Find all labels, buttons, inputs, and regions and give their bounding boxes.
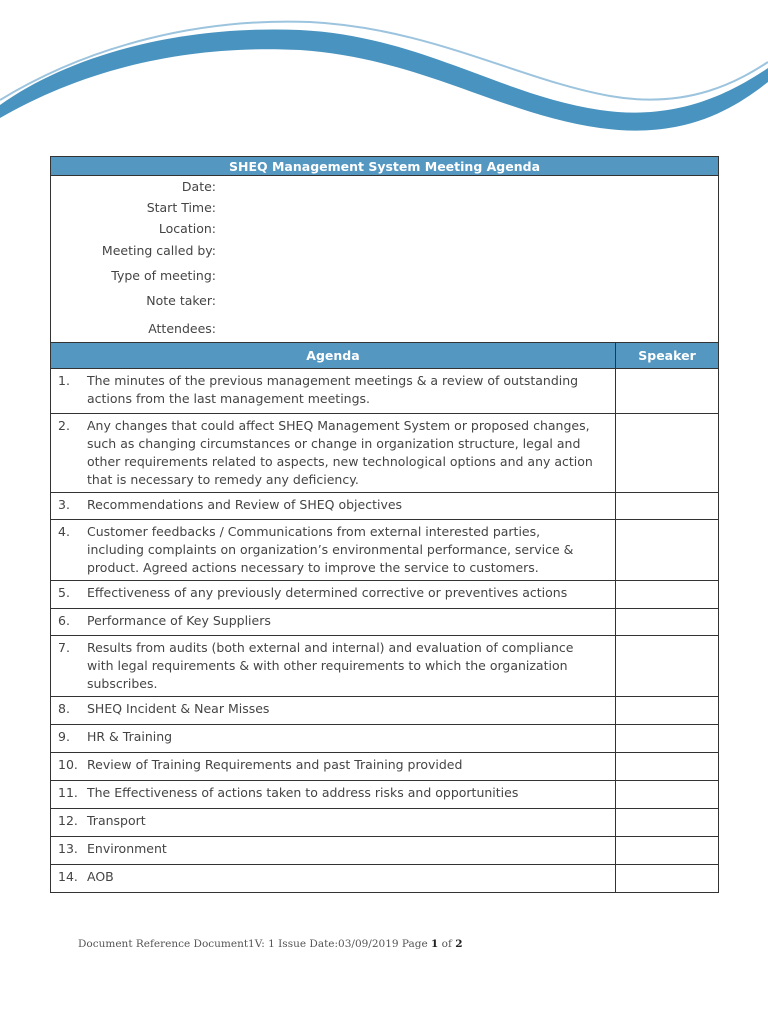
agenda-row [51, 636, 719, 697]
item-text: AOB [87, 869, 114, 884]
start-time-label: Start Time: [146, 200, 216, 215]
item-number: 12. [58, 813, 78, 828]
item-number: 7. [58, 640, 70, 655]
item-text: SHEQ Incident & Near Misses [87, 701, 270, 716]
agenda-row [51, 581, 719, 609]
agenda-row [51, 609, 719, 636]
speaker-cell [616, 581, 719, 609]
agenda-row [51, 837, 719, 865]
speaker-cell [616, 493, 719, 520]
item-number: 4. [58, 524, 70, 539]
note-taker-label: Note taker: [146, 293, 216, 308]
speaker-cell [616, 414, 719, 493]
agenda-row [51, 697, 719, 725]
speaker-cell [616, 781, 719, 809]
agenda-row [51, 781, 719, 809]
footer-page-number: 1 [431, 938, 439, 950]
item-number: 1. [58, 373, 70, 388]
speaker-cell [616, 609, 719, 636]
item-number: 5. [58, 585, 70, 600]
speaker-cell [616, 725, 719, 753]
item-number: 10. [58, 757, 78, 772]
document-footer [78, 938, 463, 950]
item-text: Results from audits (both external and internal) and evaluation of compliance with legal requirements & with other requirements to which the organization subscribes. [87, 640, 574, 691]
type-of-meeting-label: Type of meeting: [111, 268, 216, 283]
agenda-row [51, 520, 719, 581]
item-text: Recommendations and Review of SHEQ objectives [87, 497, 403, 512]
agenda-row [51, 414, 719, 493]
agenda-row [51, 493, 719, 520]
speaker-cell [616, 865, 719, 893]
item-number: 14. [58, 869, 78, 884]
attendees-label: Attendees: [148, 321, 216, 336]
item-text: Customer feedbacks / Communications from external interested parties, including complaints on organization’s environmental performance, service & product. Agreed actions necessary to improve the service to customers. [87, 524, 574, 575]
item-text: The minutes of the previous management meetings & a review of outstanding actions from the last management meetings. [87, 373, 579, 406]
footer-reference: Document Reference Document1V: 1 Issue Date:03/09/2019 Page [78, 938, 432, 950]
item-number: 11. [58, 785, 78, 800]
agenda-row [51, 725, 719, 753]
speaker-cell [616, 697, 719, 725]
agenda-row [51, 865, 719, 893]
item-text: Effectiveness of any previously determined corrective or preventives actions [87, 585, 568, 600]
item-number: 9. [58, 729, 70, 744]
date-label: Date: [181, 179, 216, 194]
speaker-cell [616, 809, 719, 837]
footer-of: of [438, 938, 456, 950]
item-number: 8. [58, 701, 70, 716]
item-text: HR & Training [87, 729, 173, 744]
header-wave-decoration [0, 0, 768, 150]
speaker-cell [616, 369, 719, 414]
item-number: 6. [58, 613, 70, 628]
agenda-column-header: Agenda [51, 343, 616, 369]
item-text: Review of Training Requirements and past Training provided [87, 757, 463, 772]
item-text: Transport [87, 813, 146, 828]
speaker-cell [616, 753, 719, 781]
speaker-cell [616, 837, 719, 865]
document-title: SHEQ Management System Meeting Agenda [51, 157, 719, 176]
agenda-table [50, 156, 719, 893]
footer-page-total: 2 [455, 938, 463, 950]
item-text: Performance of Key Suppliers [87, 613, 271, 628]
item-number: 3. [58, 497, 70, 512]
meeting-called-by-label: Meeting called by: [101, 243, 216, 258]
item-number: 13. [58, 841, 78, 856]
item-text: The Effectiveness of actions taken to address risks and opportunities [87, 785, 519, 800]
item-number: 2. [58, 418, 70, 433]
speaker-cell [616, 520, 719, 581]
speaker-column-header: Speaker [616, 343, 719, 369]
speaker-cell [616, 636, 719, 697]
agenda-row [51, 753, 719, 781]
item-text: Any changes that could affect SHEQ Management System or proposed changes, such as changing circumstances or change in organization structure, legal and other requirements related to aspects, new technological options and any action that is necessary to remedy any deficiency. [87, 418, 593, 487]
agenda-row [51, 809, 719, 837]
item-text: Environment [87, 841, 167, 856]
location-label: Location: [158, 221, 216, 236]
meeting-info-block [51, 176, 719, 343]
agenda-row [51, 369, 719, 414]
